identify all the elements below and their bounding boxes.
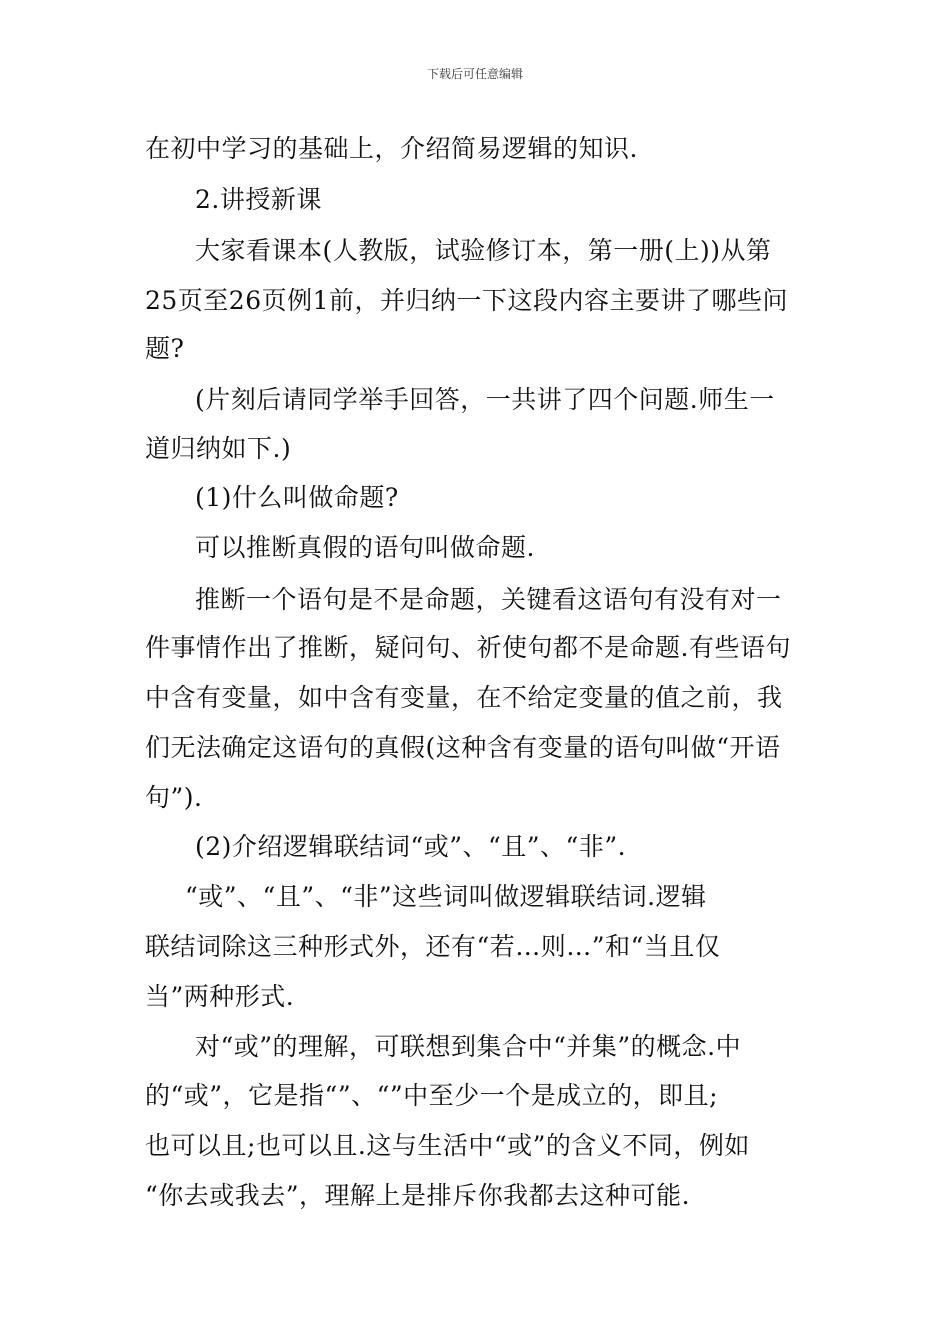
paragraph-line: 在初中学习的基础上，介绍简易逻辑的知识. xyxy=(145,134,638,163)
paragraph-line: 推断一个语句是不是命题，关键看这语句有没有对一 xyxy=(195,585,782,614)
paragraph-line: 道归纳如下.) xyxy=(145,434,292,463)
paragraph-line: 们无法确定这语句的真假(这种含有变量的语句叫做“开语 xyxy=(145,733,781,762)
subsection-heading: (1)什么叫做命题? xyxy=(195,483,399,512)
paragraph-line: 题? xyxy=(145,334,185,363)
section-heading: 2.讲授新课 xyxy=(195,185,322,214)
subsection-heading: (2)介绍逻辑联结词“或”、“且”、“非”. xyxy=(195,832,627,861)
paragraph-line: 件事情作出了推断，疑问句、祈使句都不是命题.有些语句 xyxy=(145,633,791,662)
paragraph-line: “你去或我去”，理解上是排斥你我都去这种可能. xyxy=(145,1181,691,1210)
paragraph-line: 联结词除这三种形式外，还有“若…则…”和“当且仅 xyxy=(145,932,721,961)
paragraph-line: 对“或”的理解，可联想到集合中“并集”的概念.中 xyxy=(195,1032,742,1061)
page-header: 下载后可任意编辑 xyxy=(426,67,523,81)
paragraph-line: (片刻后请同学举手回答，一共讲了四个问题.师生一 xyxy=(195,385,775,414)
paragraph-line: 当”两种形式. xyxy=(145,982,295,1011)
paragraph-line: 中含有变量，如中含有变量，在不给定变量的值之前，我 xyxy=(145,683,783,712)
paragraph-line: 可以推断真假的语句叫做命题. xyxy=(195,533,535,562)
paragraph-line: “或”、“且”、“非”这些词叫做逻辑联结词.逻辑 xyxy=(185,882,707,911)
paragraph-line: 25页至26页例1前，并归纳一下这段内容主要讲了哪些问 xyxy=(145,286,789,315)
paragraph-line: 的“或”，它是指“”、“”中至少一个是成立的，即且; xyxy=(145,1081,719,1110)
paragraph-line: 大家看课本(人教版，试验修订本，第一册(上))从第 xyxy=(195,236,772,265)
paragraph-line: 句”). xyxy=(145,783,203,812)
paragraph-line: 也可以且;也可以且.这与生活中“或”的含义不同，例如 xyxy=(145,1131,750,1160)
